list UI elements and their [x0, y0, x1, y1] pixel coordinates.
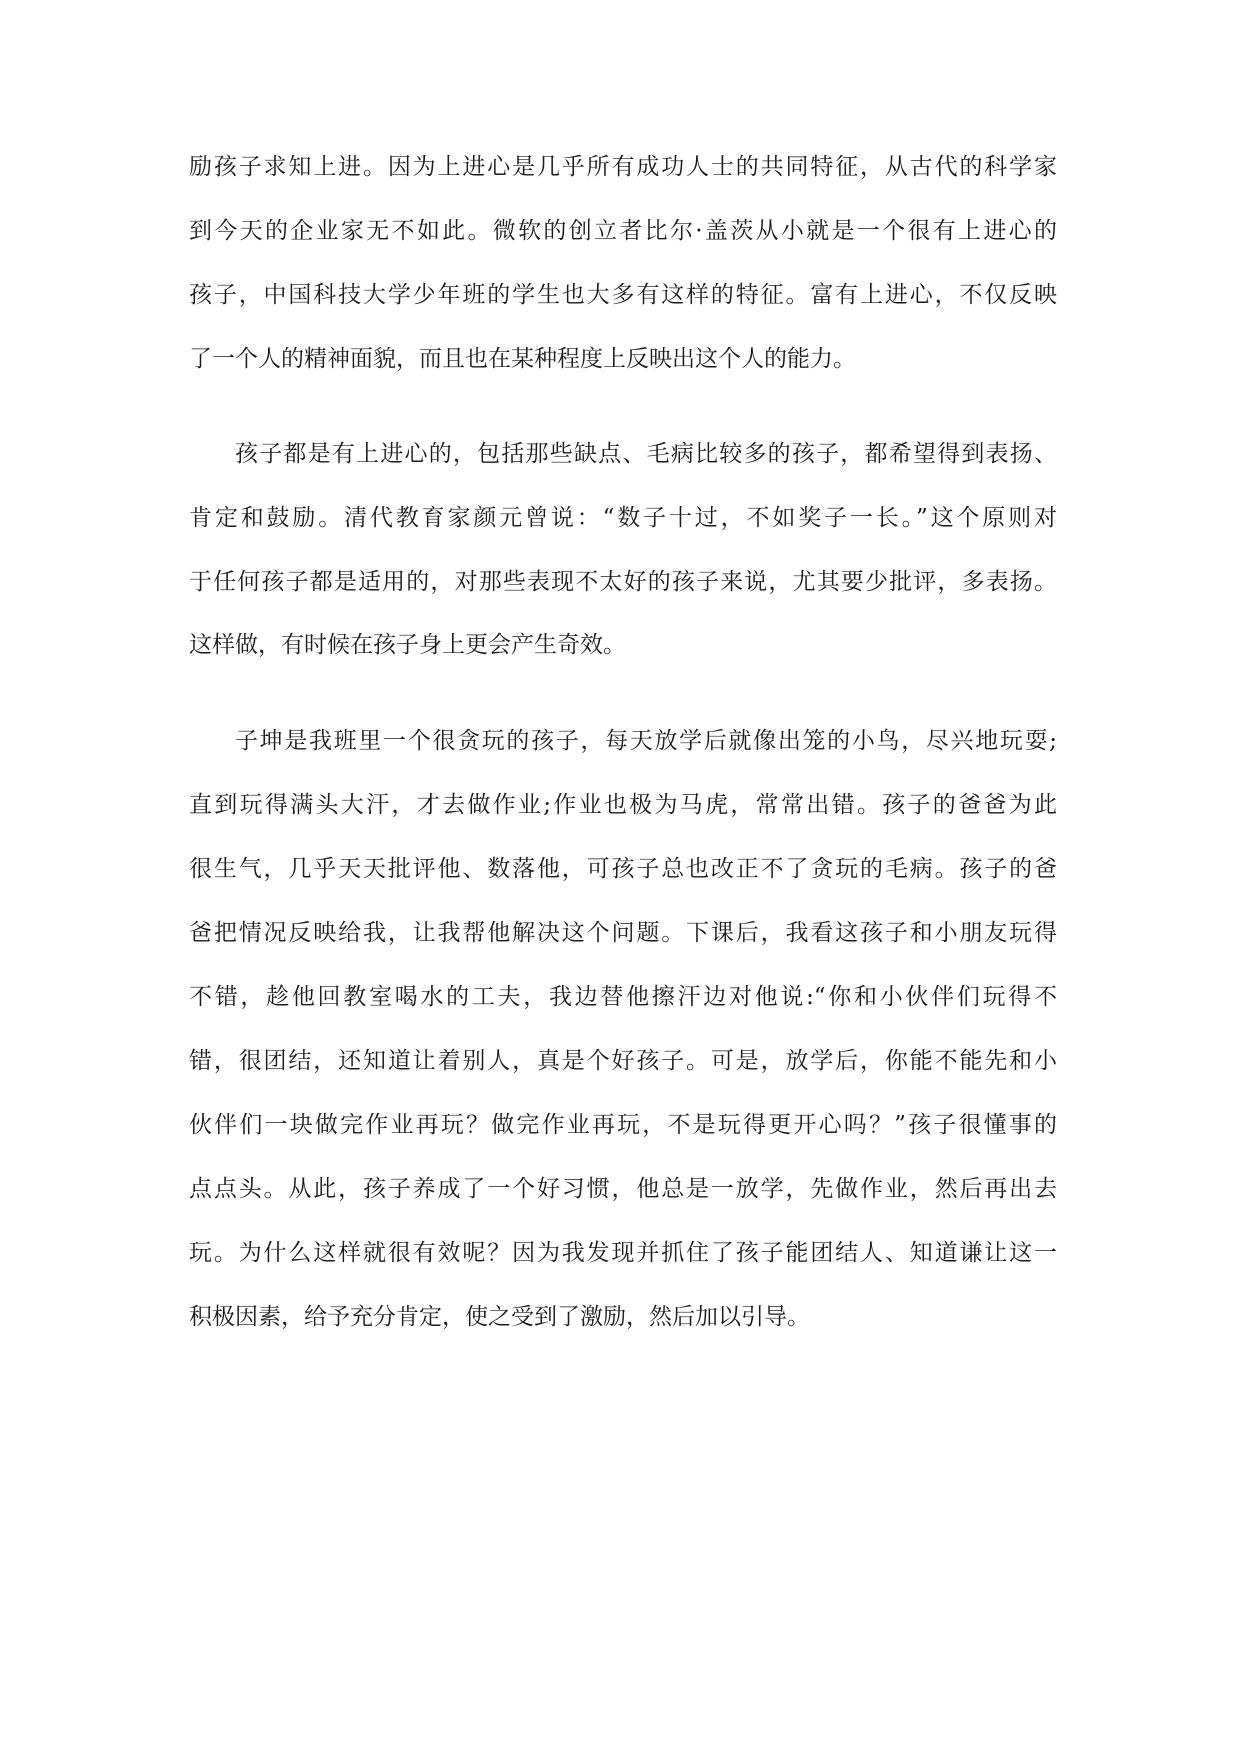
paragraph-3-line-5: 不错，趁他回教室喝水的工夫，我边替他擦汗边对他说:“你和小伙伴们玩得不	[189, 984, 1057, 1010]
paragraph-3-line-3: 很生气，几乎天天批评他、数落他，可孩子总也改正不了贪玩的毛病。孩子的爸	[189, 856, 1057, 882]
paragraph-1-line-4: 了一个人的精神面貌，而且也在某种程度上反映出这个人的能力。	[189, 346, 856, 372]
paragraph-1-line-1: 励孩子求知上进。因为上进心是几乎所有成功人士的共同特征，从古代的科学家	[189, 154, 1057, 180]
paragraph-3-line-10: 积极因素，给予充分肯定，使之受到了激励，然后加以引导。	[189, 1304, 810, 1330]
paragraph-2-line-3: 于任何孩子都是适用的，对那些表现不太好的孩子来说，尤其要少批评，多表扬。	[189, 569, 1057, 595]
paragraph-2-line-2: 肯定和鼓励。清代教育家颜元曾说：“数子十过，不如奖子一长。”这个原则对	[189, 505, 1057, 531]
paragraph-3-line-9: 玩。为什么这样就很有效呢？因为我发现并抓住了孩子能团结人、知道谦让这一	[189, 1240, 1057, 1266]
paragraph-2-line-4: 这样做，有时候在孩子身上更会产生奇效。	[189, 632, 626, 658]
paragraph-3-line-4: 爸把情况反映给我，让我帮他解决这个问题。下课后，我看这孩子和小朋友玩得	[189, 920, 1057, 946]
paragraph-3-line-7: 伙伴们一块做完作业再玩？做完作业再玩，不是玩得更开心吗？”孩子很懂事的	[189, 1112, 1057, 1138]
paragraph-3-line-2: 直到玩得满头大汗，才去做作业;作业也极为马虎，常常出错。孩子的爸爸为此	[189, 792, 1057, 818]
paragraph-3-line-8: 点点头。从此，孩子养成了一个好习惯，他总是一放学，先做作业，然后再出去	[189, 1176, 1057, 1202]
paragraph-3-line-6: 错，很团结，还知道让着别人，真是个好孩子。可是，放学后，你能不能先和小	[189, 1048, 1057, 1074]
paragraph-3-line-1: 子坤是我班里一个很贪玩的孩子，每天放学后就像出笼的小鸟，尽兴地玩耍;	[235, 728, 1057, 754]
paragraph-1-line-3: 孩子，中国科技大学少年班的学生也大多有这样的特征。富有上进心，不仅反映	[189, 282, 1057, 308]
paragraph-2-line-1: 孩子都是有上进心的，包括那些缺点、毛病比较多的孩子，都希望得到表扬、	[235, 441, 1057, 467]
paragraph-1-line-2: 到今天的企业家无不如此。微软的创立者比尔·盖茨从小就是一个很有上进心的	[189, 218, 1057, 244]
